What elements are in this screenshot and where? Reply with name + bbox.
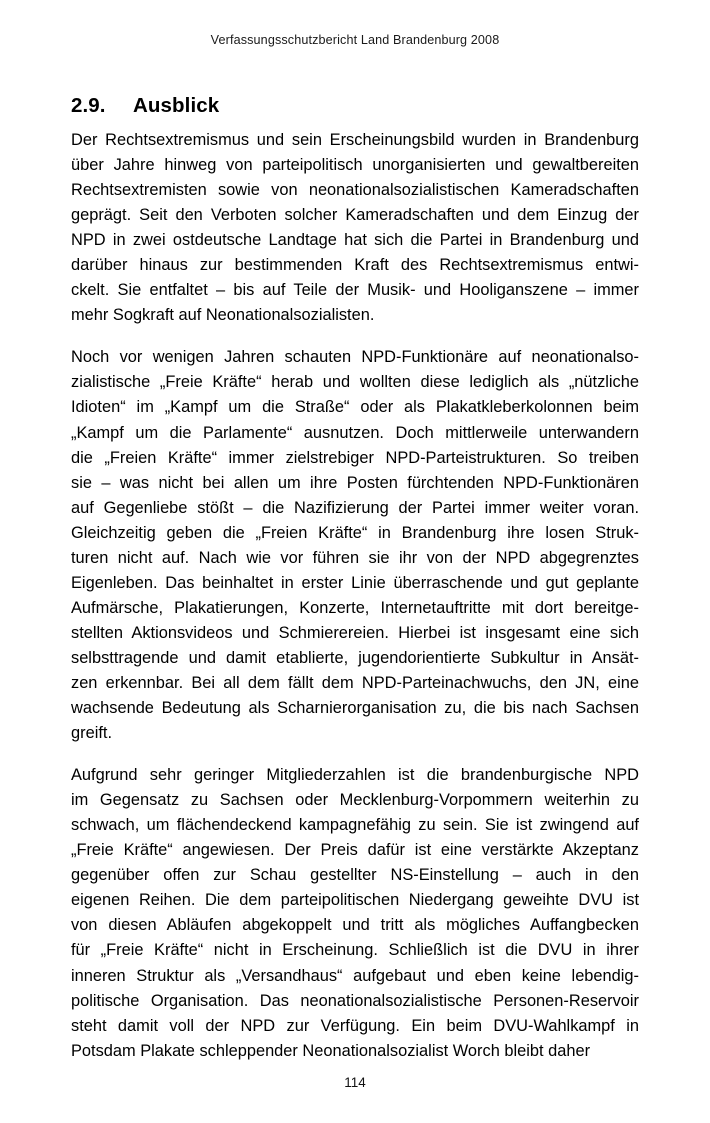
text-line: inneren Struktur als „Versandhaus“ aufgebaut und eben keine lebendig- <box>71 966 639 985</box>
paragraph <box>71 128 639 328</box>
text-line: Rechtsextremisten sowie von neonationalsozialistischen Kameradschaften <box>71 181 639 200</box>
text-line: die „Freien Kräfte“ immer zielstrebiger NPD-Parteistrukturen. So treiben <box>71 448 639 467</box>
text-line: darüber hinaus zur bestimmenden Kraft des Rechtsextremismus entwi- <box>71 256 639 275</box>
text-line: NPD in zwei ostdeutsche Landtage hat sich die Partei in Brandenburg und <box>71 231 639 250</box>
text-line: schwach, um flächendeckend kampagnefähig zu sein. Sie ist zwingend auf <box>71 816 639 835</box>
text-line: auf Gegenliebe stößt – die Nazifizierung der Partei immer weiter voran. <box>71 498 639 517</box>
section-title: Ausblick <box>133 94 220 117</box>
running-header: Verfassungsschutzbericht Land Brandenburg 2008 <box>210 33 500 47</box>
paragraph <box>71 763 639 1064</box>
text-line: im Gegensatz zu Sachsen oder Mecklenburg-Vorpommern weiterhin zu <box>71 791 639 810</box>
text-line: von diesen Abläufen abgekoppelt und tritt als mögliches Auffangbecken <box>71 916 639 935</box>
text-line: über Jahre hinweg von parteipolitisch unorganisierten und gewaltbereiten <box>71 156 639 175</box>
text-line: Gleichzeitig geben die „Freien Kräfte“ in Brandenburg ihre losen Struk- <box>71 523 639 542</box>
text-line: Idioten“ im „Kampf um die Straße“ oder als Plakatkleberkolonnen beim <box>71 398 639 417</box>
section-number: 2.9. <box>71 94 106 117</box>
text-line: für „Freie Kräfte“ nicht in Erscheinung. Schließlich ist die DVU in ihrer <box>71 941 639 960</box>
text-line: Noch vor wenigen Jahren schauten NPD-Funktionäre auf neonationalso- <box>71 348 639 367</box>
text-line: wachsende Bedeutung als Scharnierorganisation zu, die bis nach Sachsen <box>71 699 639 718</box>
text-line: politische Organisation. Das neonationalsozialistische Personen-Reservoir <box>71 991 639 1010</box>
page-title <box>71 93 639 119</box>
body-text <box>71 128 639 1064</box>
text-line: „Freie Kräfte“ angewiesen. Der Preis dafür ist eine verstärkte Akzeptanz <box>71 841 639 860</box>
text-line: Aufmärsche, Plakatierungen, Konzerte, Internetauftritte mit dort bereitge- <box>71 598 639 617</box>
text-line: „Kampf um die Parlamente“ ausnutzen. Doch mittlerweile unterwandern <box>71 423 639 442</box>
text-line: turen nicht auf. Nach wie vor führen sie ihr von der NPD abgegrenztes <box>71 548 639 567</box>
text-line: zen erkennbar. Bei all dem fällt dem NPD-Parteinachwuchs, den JN, eine <box>71 673 639 692</box>
text-line: stellten Aktionsvideos und Schmierereien. Hierbei ist insgesamt eine sich <box>71 623 639 642</box>
text-line: Der Rechtsextremismus und sein Erscheinungsbild wurden in Brandenburg <box>71 131 639 149</box>
text-line: sie – was nicht bei allen um ihre Posten fürchtenden NPD-Funktionären <box>71 473 639 492</box>
text-line: eigenen Reihen. Die dem parteipolitischen Niedergang geweihte DVU ist <box>71 891 639 910</box>
text-line: steht damit voll der NPD zur Verfügung. Ein beim DVU-Wahlkampf in <box>71 1016 639 1035</box>
text-line: geprägt. Seit den Verboten solcher Kameradschaften und dem Einzug der <box>71 206 639 225</box>
text-line: Eigenleben. Das beinhaltet in erster Linie überraschende und gut geplante <box>71 573 639 592</box>
text-line: mehr Sogkraft auf Neonationalsozialisten. <box>71 306 375 325</box>
page-number: 114 <box>344 1075 366 1090</box>
text-line: Potsdam Plakate schleppender Neonationalsozialist Worch bleibt daher <box>71 1041 591 1060</box>
paragraph <box>71 345 639 746</box>
text-line: ckelt. Sie entfaltet – bis auf Teile der Musik- und Hooliganszene – immer <box>71 281 639 300</box>
text-line: selbsttragende und damit etablierte, jugendorientierte Subkultur in Ansät- <box>71 648 639 667</box>
text-line: Aufgrund sehr geringer Mitgliederzahlen ist die brandenburgische NPD <box>71 766 639 785</box>
text-line: greift. <box>71 724 112 743</box>
text-line: gegenüber offen zur Schau gestellter NS-Einstellung – auch in den <box>71 866 639 885</box>
text-line: zialistische „Freie Kräfte“ herab und wollten diese lediglich als „nützliche <box>71 373 639 392</box>
